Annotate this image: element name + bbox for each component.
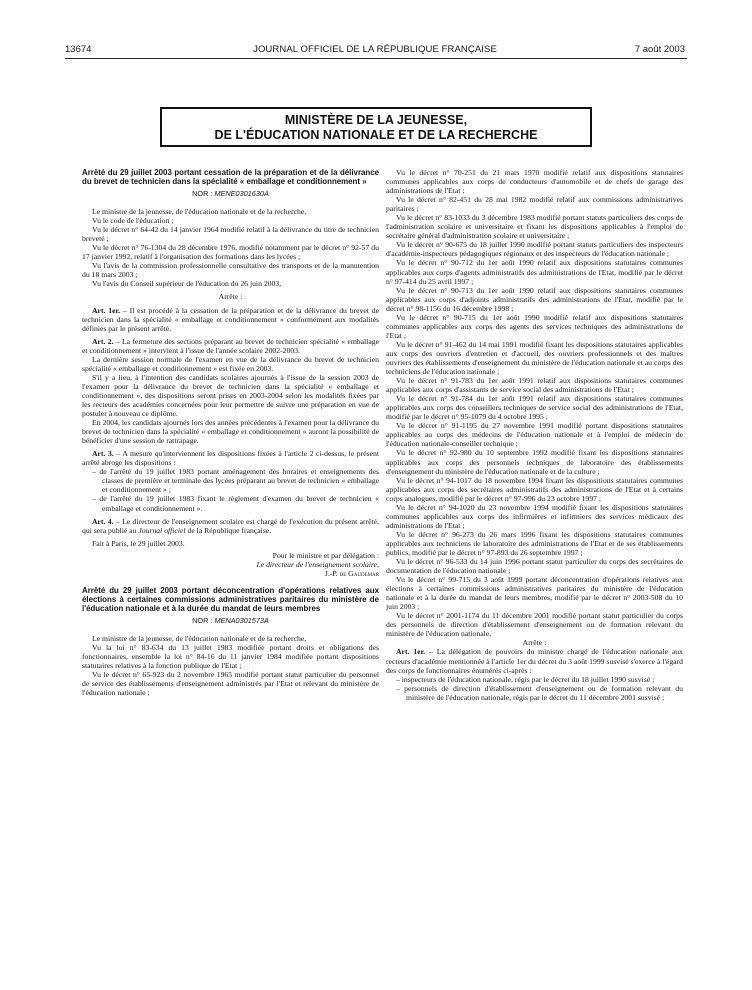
- article-label: Art. 1er.: [396, 647, 426, 657]
- issue-date: 7 août 2003: [634, 44, 685, 55]
- signature-line-2: Le directeur de l'enseignement scolaire,: [256, 559, 379, 569]
- article-2: [82, 337, 379, 355]
- ministry-line-1: MINISTÈRE DE LA JEUNESSE,: [284, 113, 468, 127]
- ministry-line-2: DE L'ÉDUCATION NATIONALE ET DE LA RECHERCHE: [214, 128, 538, 142]
- list-item: – de l'arrêté du 19 juillet 1983 fixant le règlement d'examen du brevet de technicien « emballage et conditionnement ».: [92, 494, 379, 513]
- nor-code: MENA0301573A: [214, 615, 269, 625]
- paragraph: Vu le décret n° 90-712 du 1er août 1990 relatif aux dispositions statutaires communes applicables aux corps d'agents administratifs des administrations de l'Etat, modifié par le décret n° 97-414 du 25 avril 1997 ;: [386, 258, 683, 286]
- paragraph: Vu le décret n° 91-1195 du 27 novembre 1991 modifié portant dispositions statutaires applicables au corps des médecins de l'éducation nationale et à l'emploi de médecin de l'éducation nationale-conseiller technique ;: [386, 421, 683, 449]
- signatory-name: J.-P. de Gaudemar: [324, 568, 379, 578]
- nor-label: NOR :: [192, 615, 213, 625]
- header-rule: [65, 58, 687, 59]
- article-1: [386, 647, 683, 674]
- arrete-heading: Arrête :: [218, 292, 243, 302]
- paragraph: Le ministre de la jeunesse, de l'éducation nationale et de la recherche,: [92, 633, 307, 643]
- arrete-2-title: Arrêté du 29 juillet 2003 portant déconcentration d'opérations relatives aux élections à certaines commissions administratives paritaires du ministère de l'éducation nationale et à la durée du mandat de leurs membres: [82, 585, 379, 613]
- paragraph: Vu le décret n° 2001-1174 du 11 décembre 2001 modifié portant statut particulier du corps des personnels de direction d'établissement d'enseignement ou de formation relevant du ministère de l'éducation nationale,: [386, 611, 683, 639]
- paragraph: Vu le décret n° 91-784 du 1er août 1991 relatif aux dispositions statutaires communes applicables aux corps des conseillers techniques de service social des administrations de l'Etat, modifié par le décret n° 95-1079 du 4 octobre 1995 ;: [386, 394, 683, 422]
- signature-line-1: Pour le ministre et par délégation :: [272, 550, 379, 560]
- paragraph: Vu le décret n° 65-923 du 2 novembre 1965 modifié portant statut particulier du personnel de service des établissements d'enseignement administrés par l'Etat et relevant du ministère de l'éducation nationale ;: [82, 670, 379, 698]
- arrete-1-nor: [82, 189, 379, 198]
- paragraph: Vu le décret n° 91-462 du 14 mai 1991 modifié fixant les dispositions statutaires applicables aux corps des ouvriers d'entretien et d'accueil, des ouvriers professionnels et des maîtres ouvriers des établissements d'enseignement du ministère de l'éducation nationale et au corps des techniciens de l'éducation nationale ;: [386, 339, 683, 377]
- paragraph: S'il y a lieu, à l'intention des candidats scolaires ajournés à l'issue de la session 2003 de l'examen pour la délivrance du brevet de technicien dans la spécialité « emballage et conditionnement », des dispositions seront prises en 2003-2004 selon les modalités fixées par les recteurs des académies concernées pour leur permettre de suivre une préparation en vue de postuler à nouveau ce diplôme.: [82, 372, 379, 419]
- left-column: [82, 168, 379, 697]
- list-item: – de l'arrêté du 19 juillet 1983 portant aménagement des horaires et enseignements des classes de première et terminale des lycées préparant au brevet de technicien « emballage et conditionnement » ;: [92, 467, 379, 495]
- list-item: – inspecteurs de l'éducation nationale, régis par le décret du 18 juillet 1990 susvisé ;: [396, 674, 655, 684]
- paragraph: Vu le décret n° 94-1020 du 23 novembre 1994 modifié fixant les dispositions statutaires communes applicables aux corps des infirmières et infirmiers des services médicaux des administrations de l'Etat ;: [386, 502, 683, 530]
- article-1: [82, 306, 379, 333]
- nor-code: MENE0301630A: [214, 189, 269, 198]
- journal-title: JOURNAL OFFICIEL DE LA RÉPUBLIQUE FRANÇAISE: [253, 44, 497, 55]
- arrete-heading: Arrête :: [522, 638, 547, 648]
- paragraph: Le ministre de la jeunesse, de l'éducation nationale et de la recherche,: [92, 207, 307, 217]
- paragraph: Vu le décret n° 96-273 du 26 mars 1996 fixant les dispositions statutaires communes applicables aux techniciens de laboratoire des administrations de l'Etat et de ses établissements publics, modifié par le décret n° 97-893 du 26 septembre 1997 ;: [386, 529, 683, 557]
- article-text: de la République française.: [185, 525, 272, 535]
- paragraph: Vu le décret n° 96-533 du 14 juin 1996 portant statut particulier du corps des secrétaires de documentation de l'éducation nationale ;: [386, 557, 683, 576]
- ministry-box: [160, 107, 592, 147]
- article-text: – A mesure qu'interviennent les dispositions fixées à l'article 2 ci-dessus, le présent arrêté abroge les dispositions :: [82, 449, 379, 468]
- paragraph: Vu le décret n° 70-251 du 21 mars 1970 modifié relatif aux dispositions statutaires communes applicables aux corps de conducteurs d'automobile et de chefs de garage des administrations de l'Etat ;: [386, 168, 683, 196]
- arrete-1-title: Arrêté du 29 juillet 2003 portant cessation de la préparation et de la délivrance du brevet de technicien dans la spécialité « emballage et conditionnement »: [82, 168, 379, 186]
- paragraph: Vu le décret n° 91-783 du 1er août 1991 relatif aux dispositions statutaires communes applicables aux corps d'assistants de service social des administrations de l'Etat ;: [386, 376, 683, 395]
- paragraph: Vu le décret n° 92-980 du 10 septembre 1992 modifié fixant les dispositions statutaires applicables aux corps des personnels techniques de laboratoire des établissements d'enseignement du ministère de l'éducation nationale et de la culture ;: [386, 448, 683, 476]
- paragraph: Vu le décret n° 99-715 du 3 août 1999 portant déconcentration d'opérations relatives aux élections à certaines commissions administratives paritaires du ministère de l'éducation nationale et à la durée du mandat de leurs membres, modifié par le décret n° 2003-508 du 10 juin 2003 ;: [386, 575, 683, 612]
- nor-label: NOR :: [192, 189, 213, 198]
- article-label: Art. 1er.: [92, 305, 121, 315]
- article-text: – Il est procédé à la cessation de la préparation et de la délivrance du brevet de technicien dans la spécialité « emballage et conditionnement » conformément aux modalités définies par le présent arrêté.: [82, 305, 379, 333]
- article-label: Art. 4.: [92, 516, 114, 526]
- article-label: Art. 3.: [92, 449, 114, 459]
- article-4: [82, 517, 379, 535]
- paragraph: Vu le décret n° 90-713 du 1er août 1990 relatif aux dispositions statutaires communes applicables aux corps d'adjoints administratifs des administrations de l'Etat, modifié par le décret n° 98-1156 du 16 décembre 1998 ;: [386, 285, 683, 313]
- paragraph: Vu le décret n° 90-715 du 1er août 1990 modifié relatif aux dispositions statutaires communes applicables aux corps des agents des services techniques des administrations de l'Etat ;: [386, 312, 683, 340]
- arrete-2-nor: [82, 616, 379, 625]
- paragraph: Vu le décret n° 94-1017 du 18 novembre 1994 fixant les dispositions statutaires communes applicables aux corps des secrétaires administratifs des administrations de l'Etat et à certains corps analogues, modifié par le décret n° 97-996 du 23 octobre 1997 ;: [386, 475, 683, 503]
- page-header: [65, 44, 685, 58]
- paragraph: En 2004, les candidats ajournés lors des années précédentes à l'examen pour la délivrance du brevet de technicien dans la spécialité « emballage et conditionnement » auront la possibilité de bénéficier d'une session de rattrapage.: [82, 418, 379, 446]
- list-item: – personnels de direction d'établissement d'enseignement ou de formation relevant du ministère de l'éducation nationale, régis par le décret du 11 décembre 2001 susvisé ;: [396, 683, 683, 702]
- article-text: – Le directeur de l'enseignement scolaire est chargé de l'exécution du présent arrêté, qui sera publié au: [82, 516, 380, 535]
- paragraph: Vu l'avis du Conseil supérieur de l'éducation du 26 juin 2003,: [92, 279, 282, 289]
- article-3: [82, 449, 379, 467]
- article-text: – La fermeture des sections préparant au brevet de technicien spécialité « emballage et conditionnement » intervient à l'issue de l'année scolaire 2002-2003.: [82, 336, 379, 355]
- article-text: – La délégation de pouvoirs du ministre chargé de l'éducation nationale aux recteurs d'académie mentionnée à l'article 1er du décret du 3 août 1999 susvisé s'exerce à l'égard des corps de fonctionnaires énumérés ci-après :: [386, 647, 683, 675]
- paragraph: Vu le décret n° 76-1304 du 28 décembre 1976, modifié notamment par le décret n° 92-57 du 17 janvier 1992, relatif à l'organisation des formations dans les lycées ;: [82, 243, 379, 262]
- paragraph: Vu la loi n° 83-634 du 13 juillet 1983 modifiée portant droits et obligations des fonctionnaires, ensemble la loi n° 84-16 du 11 janvier 1984 modifiée portant dispositions statutaires relatives à la fonction publique de l'Etat ;: [82, 642, 379, 671]
- journal-reference: Journal officiel: [138, 525, 186, 535]
- paragraph: La dernière session normale de l'examen en vue de la délivrance du brevet de technicien spécialité « emballage et conditionnement » est fixée en 2003.: [82, 354, 379, 373]
- paragraph: Vu le décret n° 64-42 du 14 janvier 1964 modifié relatif à la délivrance du titre de technicien breveté ;: [82, 225, 379, 244]
- paragraph: Vu le décret n° 83-1033 du 3 décembre 1983 modifié portant statuts particuliers des corps de l'administration scolaire et universitaire et fixant les dispositions applicables à l'emploi de secrétaire général d'administration scolaire et universitaire ;: [386, 213, 683, 241]
- right-column: [386, 168, 683, 702]
- fait-a-paris: Fait à Paris, le 29 juillet 2003.: [92, 538, 185, 548]
- article-label: Art. 2.: [92, 336, 114, 346]
- paragraph: Vu l'avis de la commission professionnelle consultative des transports et de la manutention du 18 mars 2003 ;: [82, 261, 379, 280]
- paragraph: Vu le code de l'éducation ;: [92, 216, 174, 226]
- paragraph: Vu le décret n° 90-675 du 18 juillet 1990 modifié portant statuts particuliers des inspecteurs d'académie-inspecteurs pédagogiques régionaux et des inspecteurs de l'éducation nationale ;: [386, 240, 683, 259]
- page-number: 13674: [65, 44, 92, 55]
- paragraph: Vu le décret n° 82-451 du 28 mai 1982 modifié relatif aux commissions administratives paritaires ;: [386, 195, 683, 214]
